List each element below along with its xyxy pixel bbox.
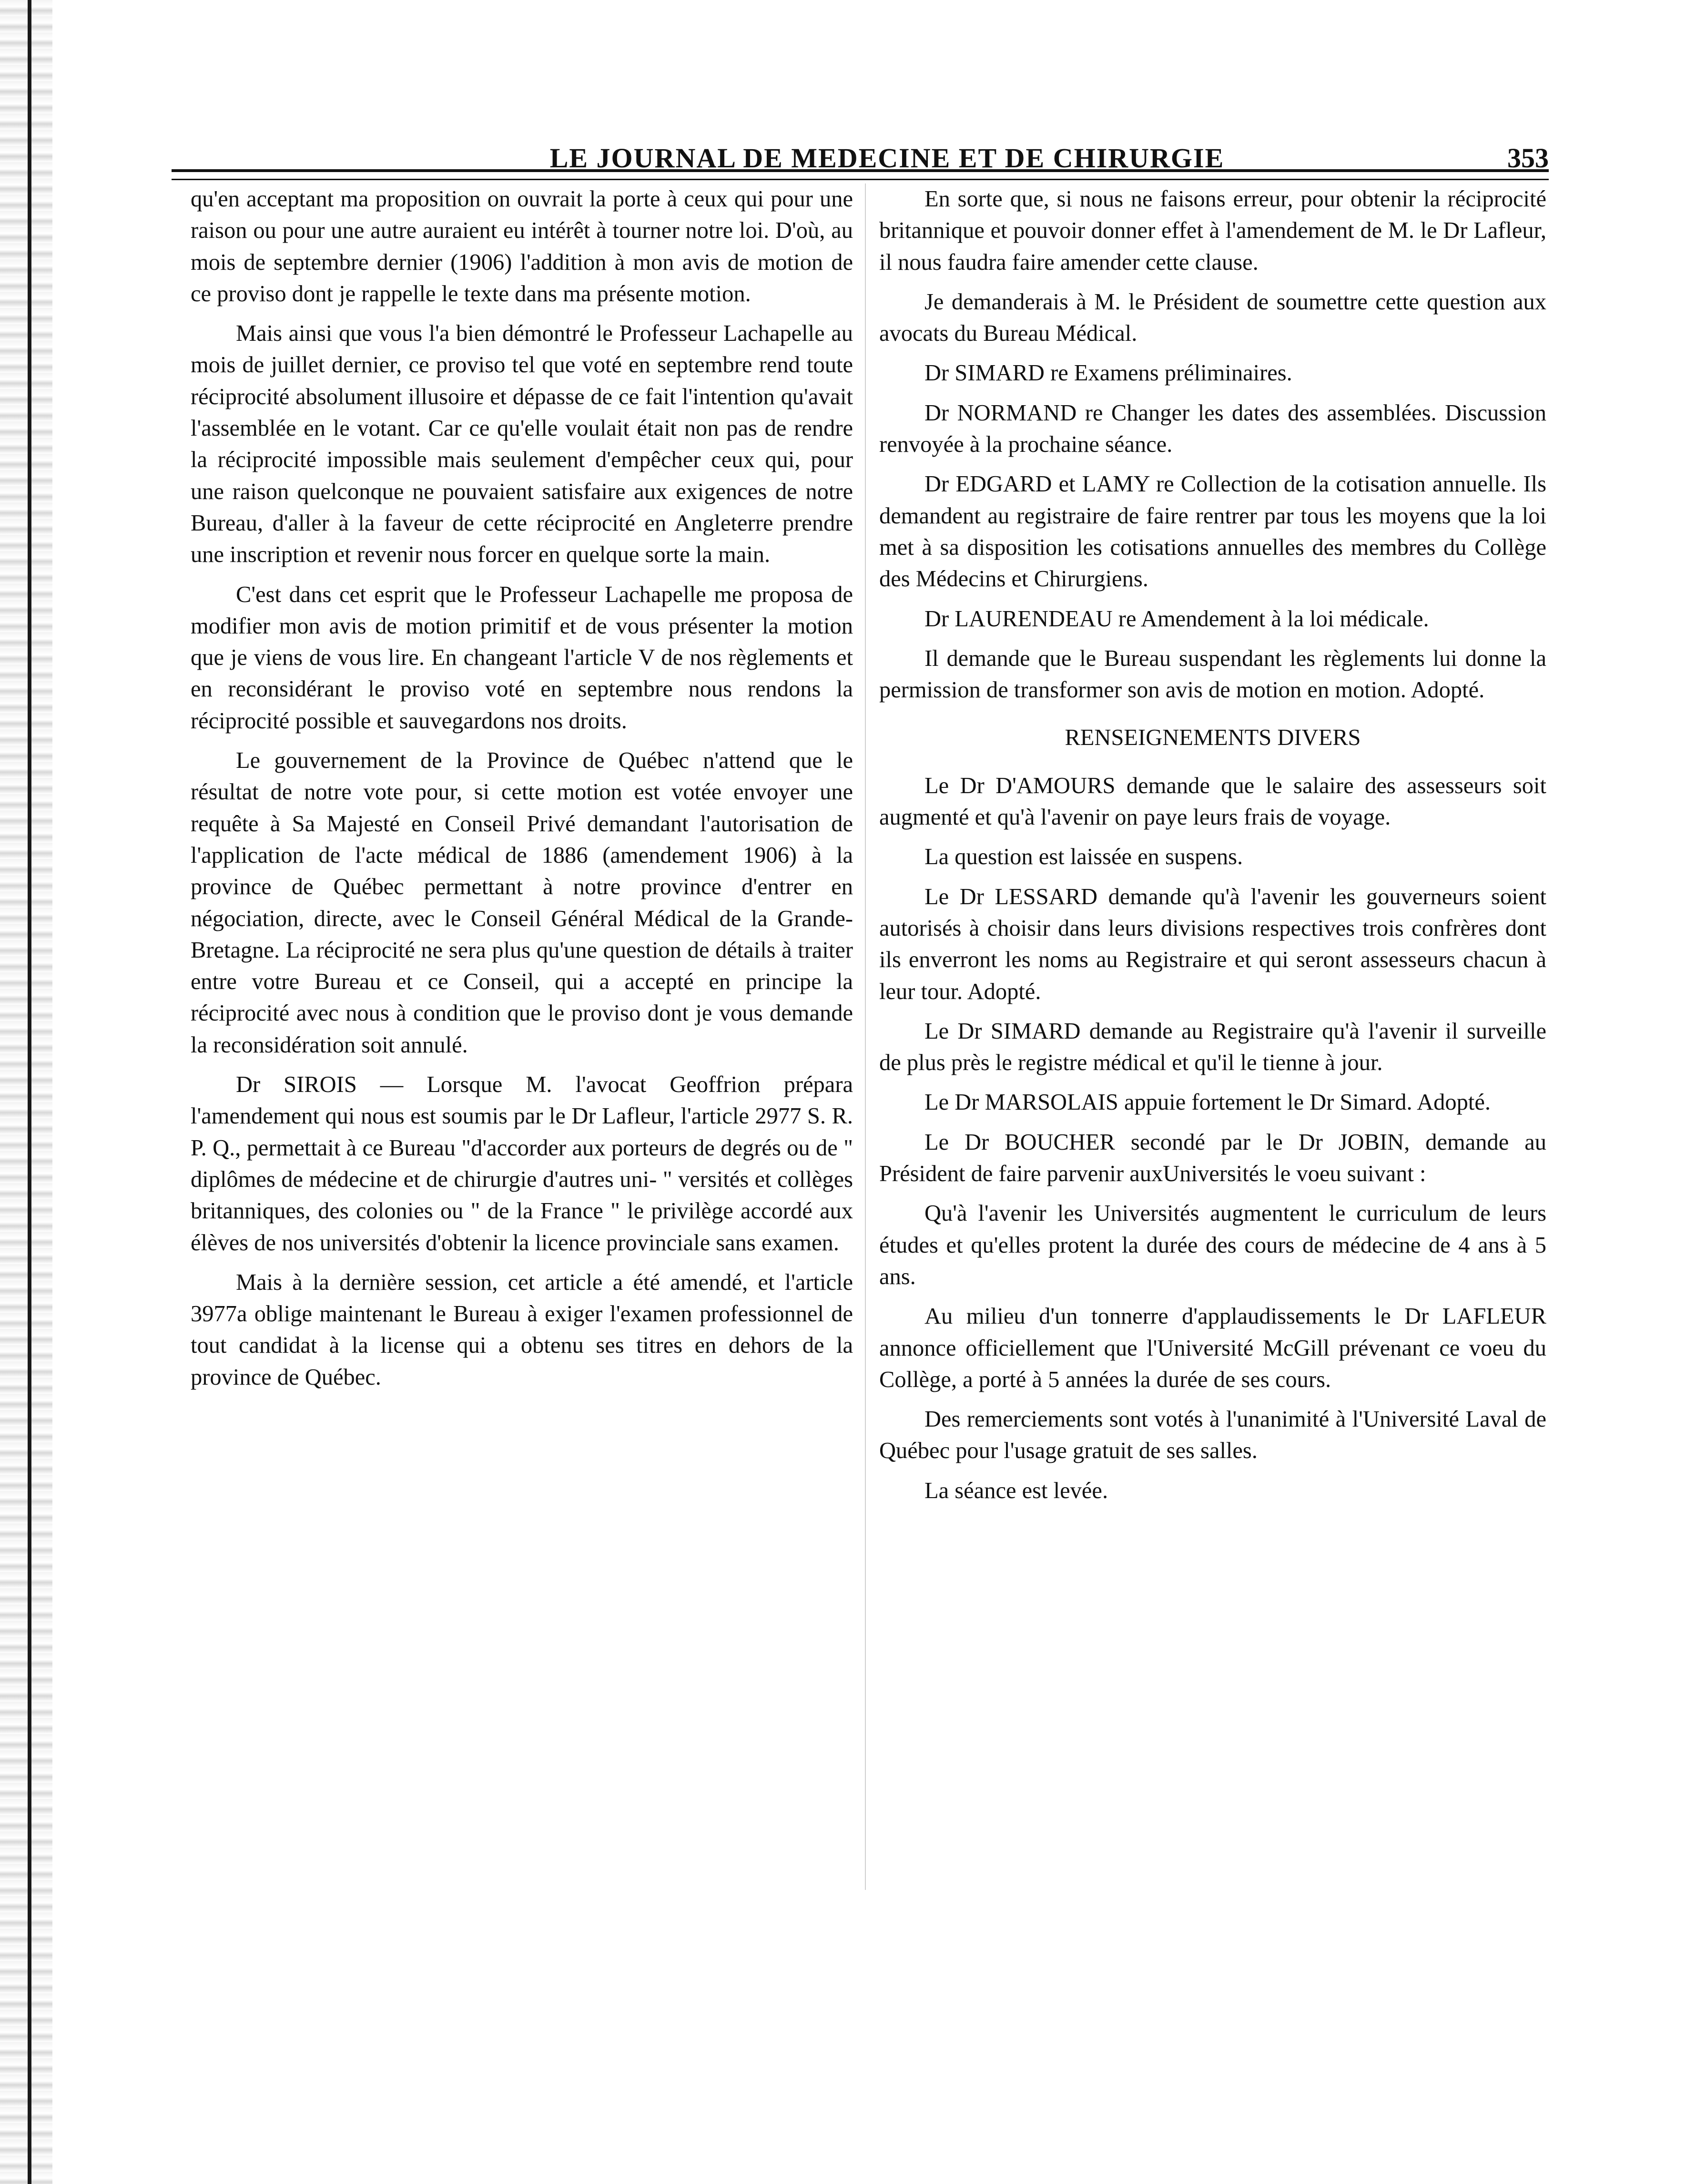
paragraph: Le Dr SIMARD demande au Registraire qu'à l'avenir il surveille de plus près le registre médical et qu'il le tienne à jour. bbox=[879, 1018, 1546, 1076]
paragraph: Le Dr MARSOLAIS appuie fortement le Dr Simard. Adopté. bbox=[924, 1090, 1491, 1115]
paragraph: Le gouvernement de la Province de Québec n'attend que le résultat de notre vote pour, si cette motion est votée envoyer une requête à Sa Majesté en Conseil Privé demandant l'autorisation de l'application de l'acte médical de 1886 (amendement 1906) à la province de Québec permettant à notre province d'entrer en négociation, directe, avec le Conseil Général Médical de la Grande-Bretagne. La réciprocité ne sera plus qu'une question de détails à traiter entre votre Bureau et ce Conseil, qui a accepté en principe la réciprocité avec nous à condition que le proviso dont je vous demande la reconsidération soit annulé. bbox=[191, 748, 853, 1058]
paragraph: C'est dans cet esprit que le Professeur Lachapelle me proposa de modifier mon avis de motion primitif et de vous présenter la motion que je viens de vous lire. En changeant l'article V de nos règlements et en reconsidérant le proviso voté en septembre nous rendons la réciprocité possible et sauvegardons nos droits. bbox=[191, 582, 853, 734]
header-rule bbox=[172, 169, 1549, 180]
paragraph: Dr EDGARD et LAMY re Collection de la cotisation annuelle. Ils demandent au registraire de faire rentrer par tous les moyens que la loi met à sa disposition les cotisations annuelles des membres du Collège des Médecins et Chirurgiens. bbox=[879, 471, 1546, 592]
binding-edge bbox=[0, 0, 52, 2184]
paragraph: Au milieu d'un tonnerre d'applaudissements le Dr LAFLEUR annonce officiellement que l'Université McGill prévenant ce voeu du Collège, a porté à 5 années la durée de ses cours. bbox=[879, 1304, 1546, 1392]
paragraph: Il demande que le Bureau suspendant les règlements lui donne la permission de transformer son avis de motion en motion. Adopté. bbox=[879, 645, 1546, 703]
column-divider bbox=[865, 184, 866, 1890]
paragraph: Mais à la dernière session, cet article a été amendé, et l'article 3977a oblige maintenant le Bureau à exiger l'examen professionnel de tout candidat à la license qui a obtenu ses titres en dehors de la province de Québec. bbox=[191, 1269, 853, 1390]
section-heading: RENSEIGNEMENTS DIVERS bbox=[1065, 725, 1361, 751]
paragraph: Dr SIMARD re Examens préliminaires. bbox=[924, 360, 1292, 386]
paragraph: Dr NORMAND re Changer les dates des assemblées. Discussion renvoyée à la prochaine séance. bbox=[879, 400, 1546, 458]
paragraph: La question est laissée en suspens. bbox=[924, 844, 1243, 870]
paragraph: Dr LAURENDEAU re Amendement à la loi médicale. bbox=[924, 606, 1429, 632]
paragraph: qu'en acceptant ma proposition on ouvrait la porte à ceux qui pour une raison ou pour une autre auraient eu intérêt à tourner notre loi. D'où, au mois de septembre dernier (1906) l'addition à mon avis de motion de ce proviso dont je rappelle le texte dans ma présente motion. bbox=[191, 186, 853, 306]
paragraph: Le Dr LESSARD demande qu'à l'avenir les gouverneurs soient autorisés à choisir dans leurs divisions respectives trois confrères dont ils enverront les noms au Registraire et qui seront assesseurs chacun à leur tour. Adopté. bbox=[879, 884, 1546, 1004]
page-number: 353 bbox=[1507, 143, 1549, 173]
paragraph: Le Dr BOUCHER secondé par le Dr JOBIN, demande au Président de faire parvenir auxUniversités le voeu suivant : bbox=[879, 1129, 1546, 1187]
paragraph: Qu'à l'avenir les Universités augmentent le curriculum de leurs études et qu'elles protent la durée des cours de médecine de 4 ans à 5 ans. bbox=[879, 1201, 1546, 1289]
right-column bbox=[879, 184, 1546, 1515]
paragraph: La séance est levée. bbox=[924, 1478, 1108, 1503]
paragraph: Dr SIROIS — Lorsque M. l'avocat Geoffrion prépara l'amendement qui nous est soumis par le Dr Lafleur, l'article 2977 S. R. P. Q., permettait à ce Bureau "d'accorder aux porteurs de degrés ou de " diplômes de médecine et de chirurgie d'autres uni- " versités et collèges britanniques, des colonies ou " de la France " le privilège accordé aux élèves de nos universités d'obtenir la licence provinciale sans examen. bbox=[191, 1072, 853, 1255]
paragraph: Des remerciements sont votés à l'unanimité à l'Université Laval de Québec pour l'usage gratuit de ses salles. bbox=[879, 1407, 1546, 1464]
paragraph: En sorte que, si nous ne faisons erreur, pour obtenir la réciprocité britannique et pouvoir donner effet à l'amendement de M. le Dr Lafleur, il nous faudra faire amender cette clause. bbox=[879, 186, 1546, 275]
left-column bbox=[191, 184, 853, 1401]
paragraph: Mais ainsi que vous l'a bien démontré le Professeur Lachapelle au mois de juillet dernier, ce proviso tel que voté en septembre rend toute réciprocité absolument illusoire et dépasse de ce fait l'intention qu'avait l'assemblée en le votant. Car ce qu'elle voulait était non pas de rendre la réciprocité impossible mais seulement d'empêcher ceux qui, pour une raison quelconque ne pouvaient satisfaire aux exigences de notre Bureau, d'aller à la faveur de cette réciprocité en Angleterre prendre une inscription et revenir nous forcer en quelque sorte la main. bbox=[191, 321, 853, 568]
paragraph: Je demanderais à M. le Président de soumettre cette question aux avocats du Bureau Médical. bbox=[879, 289, 1546, 347]
paragraph: Le Dr D'AMOURS demande que le salaire des assesseurs soit augmenté et qu'à l'avenir on paye leurs frais de voyage. bbox=[879, 773, 1546, 830]
running-header bbox=[172, 136, 1549, 174]
journal-title: LE JOURNAL DE MEDECINE ET DE CHIRURGIE bbox=[549, 143, 1225, 173]
